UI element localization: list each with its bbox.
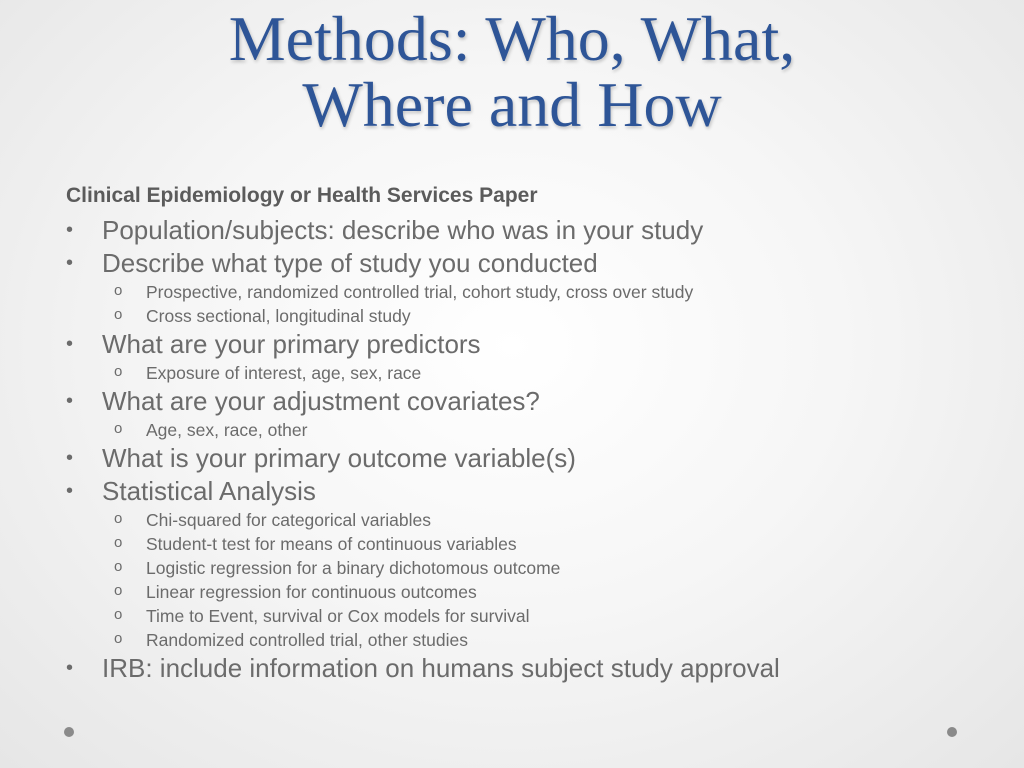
sub-bullet-marker: o bbox=[114, 363, 123, 380]
sub-bullet-text: Chi-squared for categorical variables bbox=[146, 510, 431, 530]
bullet-text: IRB: include information on humans subject study approval bbox=[102, 653, 780, 683]
bullet-item bbox=[66, 328, 966, 361]
bullet-marker: • bbox=[66, 390, 74, 412]
sub-bullet-item bbox=[66, 628, 966, 652]
bullet-text: Statistical Analysis bbox=[102, 476, 316, 506]
sub-bullet-text: Randomized controlled trial, other studies bbox=[146, 630, 468, 650]
slide-content bbox=[66, 178, 966, 685]
bullet-text: What is your primary outcome variable(s) bbox=[102, 443, 576, 473]
sub-bullet-item bbox=[66, 508, 966, 532]
sub-bullet-marker: o bbox=[114, 582, 123, 599]
bullet-item bbox=[66, 214, 966, 247]
sub-bullet-item bbox=[66, 361, 966, 385]
sub-bullet-text: Linear regression for continuous outcomes bbox=[146, 582, 477, 602]
sub-bullet-text: Age, sex, race, other bbox=[146, 420, 308, 440]
sub-bullet-item bbox=[66, 418, 966, 442]
sub-bullet-item bbox=[66, 580, 966, 604]
sub-bullet-marker: o bbox=[114, 306, 123, 323]
sub-bullet-text: Student-t test for means of continuous variables bbox=[146, 534, 517, 554]
section-subheading: Clinical Epidemiology or Health Services Paper bbox=[66, 184, 538, 207]
bullet-list bbox=[66, 214, 966, 685]
sub-bullet-item bbox=[66, 532, 966, 556]
bullet-item bbox=[66, 385, 966, 418]
bullet-marker: • bbox=[66, 480, 74, 502]
sub-bullet-item bbox=[66, 556, 966, 580]
sub-bullet-marker: o bbox=[114, 558, 123, 575]
sub-bullet-item bbox=[66, 280, 966, 304]
sub-bullet-marker: o bbox=[114, 282, 123, 299]
sub-bullet-marker: o bbox=[114, 420, 123, 437]
slide-title-line-1: Methods: Who, What, bbox=[228, 3, 796, 74]
sub-bullet-marker: o bbox=[114, 534, 123, 551]
decorative-dot-right bbox=[947, 727, 957, 737]
bullet-item bbox=[66, 442, 966, 475]
slide-title-line-2: Where and How bbox=[302, 69, 722, 140]
bullet-text: What are your primary predictors bbox=[102, 329, 481, 359]
sub-bullet-text: Cross sectional, longitudinal study bbox=[146, 306, 411, 326]
sub-bullet-item bbox=[66, 304, 966, 328]
bullet-marker: • bbox=[66, 219, 74, 241]
bullet-item bbox=[66, 247, 966, 280]
bullet-item bbox=[66, 652, 966, 685]
sub-bullet-marker: o bbox=[114, 630, 123, 647]
bullet-marker: • bbox=[66, 447, 74, 469]
sub-bullet-marker: o bbox=[114, 510, 123, 527]
bullet-marker: • bbox=[66, 657, 74, 679]
sub-bullet-text: Time to Event, survival or Cox models for survival bbox=[146, 606, 530, 626]
sub-bullet-text: Prospective, randomized controlled trial, cohort study, cross over study bbox=[146, 282, 694, 302]
bullet-marker: • bbox=[66, 333, 74, 355]
bullet-text: Population/subjects: describe who was in your study bbox=[102, 215, 704, 245]
slide-title bbox=[0, 3, 1024, 140]
sub-bullet-text: Logistic regression for a binary dichotomous outcome bbox=[146, 558, 561, 578]
sub-bullet-item bbox=[66, 604, 966, 628]
decorative-dot-left bbox=[64, 727, 74, 737]
sub-bullet-text: Exposure of interest, age, sex, race bbox=[146, 363, 422, 383]
bullet-item bbox=[66, 475, 966, 508]
bullet-text: Describe what type of study you conducted bbox=[102, 248, 598, 278]
bullet-marker: • bbox=[66, 252, 74, 274]
bullet-text: What are your adjustment covariates? bbox=[102, 386, 540, 416]
sub-bullet-marker: o bbox=[114, 606, 123, 623]
